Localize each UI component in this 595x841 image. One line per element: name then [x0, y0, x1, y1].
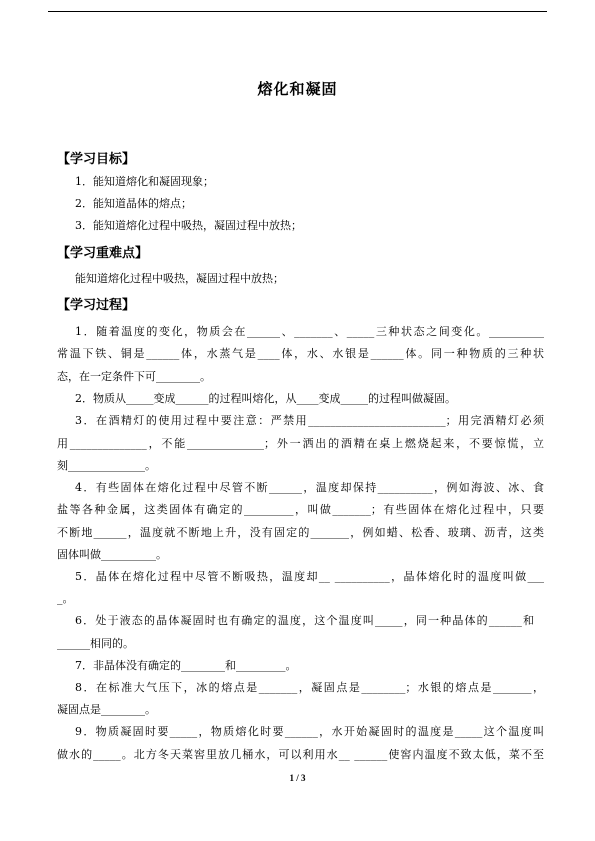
- question-line: _。: [57, 592, 74, 605]
- key-points-text: 能知道熔化过程中吸热，凝固过程中放热；: [75, 272, 284, 285]
- header-rule: [48, 11, 547, 12]
- question-line: 固体叫做__________。: [57, 548, 167, 561]
- question-line: 8．在标准大气压下，冰的熔点是_______，凝固点是________；水银的熔点是_______，: [75, 681, 544, 694]
- question-line: 7．非晶体没有确定的________和_________。: [75, 659, 297, 672]
- question-line: 态，在一定条件下可________。: [57, 370, 211, 383]
- question-line: 1．随着温度的变化，物质会在______、_______、_____三种状态之间变化。__________: [75, 325, 544, 338]
- question-line: 盐等各种金属，这类固体有确定的_________，叫做_______；有些固体在熔化过程中，只要: [57, 503, 544, 516]
- question-line: ______相同的。: [57, 637, 134, 650]
- question-line: 5．晶体在熔化过程中尽管不断吸热，温度却__ __________，晶体熔化时的温度叫做___: [75, 570, 544, 583]
- question-line: 不断地______，温度就不断地上升，没有固定的_______，例如蜡、松香、玻璃、沥青，这类: [57, 526, 544, 539]
- goal-item: 3．能知道熔化过程中吸热，凝固过程中放热；: [75, 219, 302, 232]
- goal-item: 2．能知道晶体的熔点；: [75, 197, 192, 210]
- question-line: 刻______________。: [57, 459, 156, 472]
- page-title: 熔化和凝固: [257, 80, 338, 98]
- question-line: 2．物质从_____变成______的过程叫熔化，从____变成_____的过程叫做凝固。: [75, 392, 456, 405]
- question-line: 凝固点是________。: [57, 703, 156, 716]
- key-points-heading: 【学习重难点】: [57, 246, 149, 261]
- question-line: 用______________，不能______________；外一洒出的酒精在桌上燃烧起来，不要惊慌，立: [57, 437, 544, 450]
- page-number: 1 / 3: [289, 773, 306, 783]
- question-line: 4．有些固体在熔化过程中尽管不断______，温度却保持__________，例如海波、冰、食: [75, 481, 544, 494]
- question-line: 3．在酒精灯的使用过程中要注意：严禁用_________________________；用完酒精灯必须: [75, 414, 544, 427]
- goal-item: 1．能知道熔化和凝固现象；: [75, 175, 214, 188]
- goals-heading: 【学习目标】: [57, 152, 136, 167]
- question-line: 9．物质凝固时要_____，物质熔化时要______，水开始凝固时的温度是_____这个温度叫: [75, 725, 544, 738]
- process-heading: 【学习过程】: [57, 298, 136, 313]
- question-line: 做水的_____。北方冬天菜窖里放几桶水，可以利用水__ ______使窖内温度不致太低，菜不至: [57, 748, 544, 761]
- question-line: 6．处于液态的晶体凝固时也有确定的温度，这个温度叫_____，同一种晶体的______和: [75, 614, 534, 627]
- question-line: 常温下铁、铜是______体，水蒸气是____体，水、水银是______体。同一种物质的三种状: [57, 347, 544, 360]
